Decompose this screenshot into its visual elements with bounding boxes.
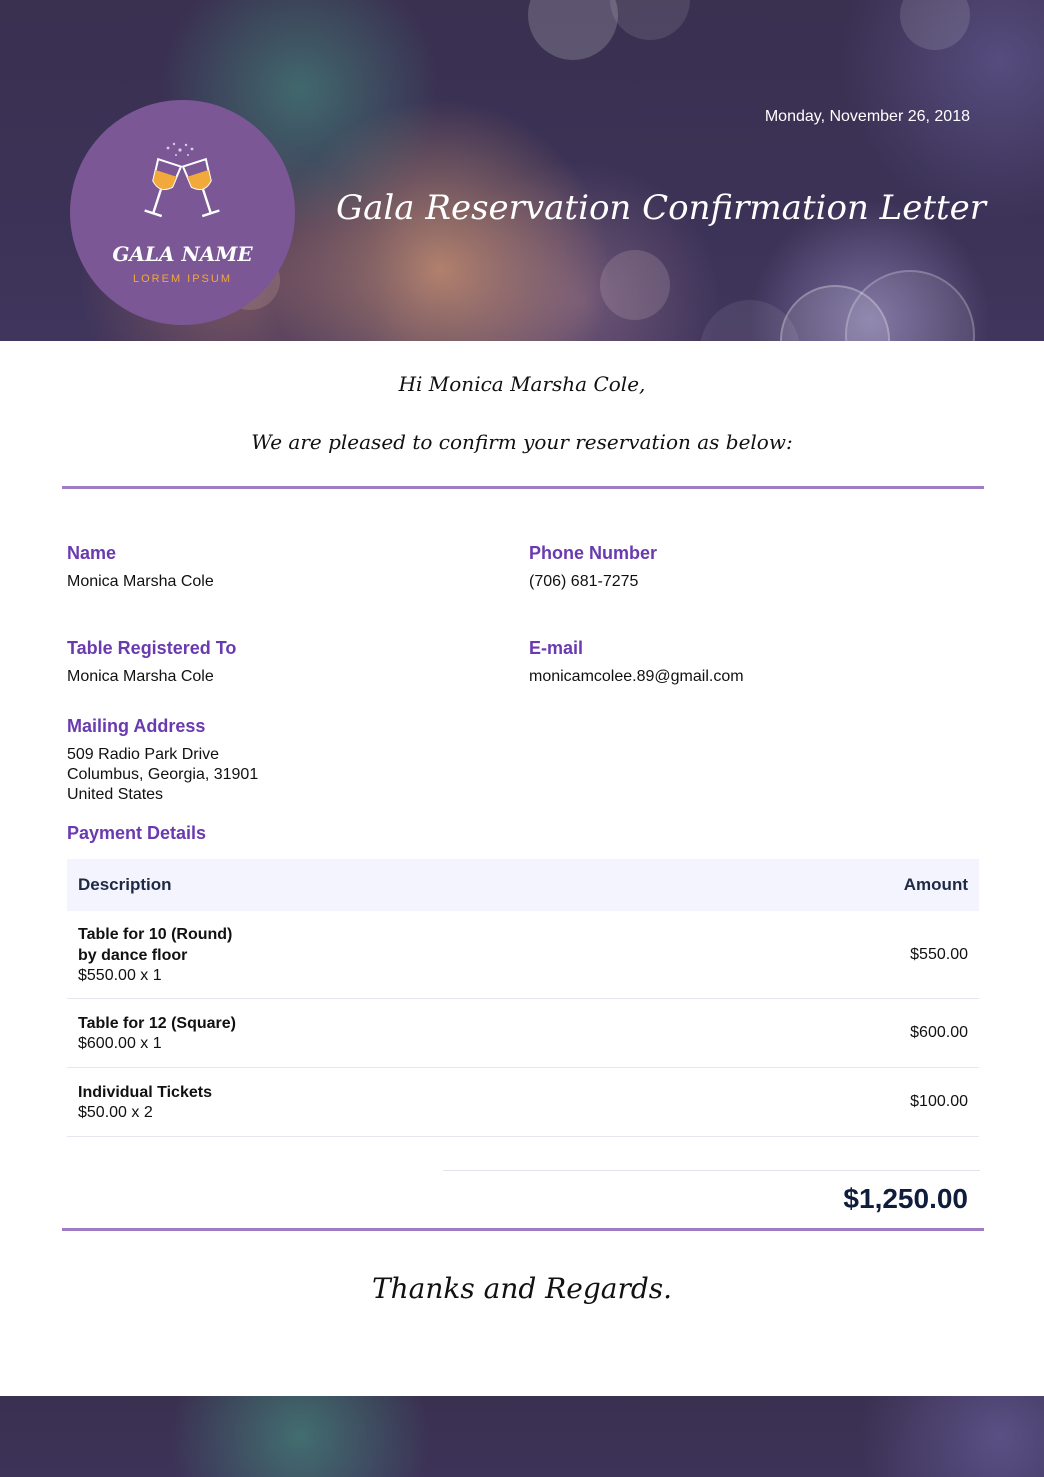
bokeh-light [610, 0, 690, 40]
total-separator [443, 1170, 980, 1171]
row-title: by dance floor [78, 946, 188, 964]
description-header: Description [78, 875, 172, 894]
table-row [67, 911, 979, 999]
greeting: Hi Monica Marsha Cole, [398, 372, 646, 396]
row-title: Table for 12 (Square) [78, 1014, 236, 1032]
row-amount: $100.00 [910, 1093, 968, 1110]
bokeh-light [528, 0, 618, 60]
divider [62, 1228, 984, 1231]
email-value: monicamcolee.89@gmail.com [529, 668, 744, 685]
bokeh-light [600, 250, 670, 320]
champagne-glasses-icon [142, 140, 222, 230]
bokeh-light [900, 0, 970, 50]
table-row [67, 1068, 979, 1137]
mailing-address-value [67, 745, 258, 805]
row-description [78, 1082, 212, 1123]
table-registered-label: Table Registered To [67, 638, 237, 658]
row-quantity: $50.00 x 2 [78, 1103, 153, 1121]
mailing-address-label: Mailing Address [67, 716, 206, 736]
table-header [67, 859, 979, 911]
phone-value: (706) 681-7275 [529, 573, 639, 590]
amount-header: Amount [903, 875, 968, 894]
payment-details-label: Payment Details [67, 823, 207, 843]
row-amount: $600.00 [910, 1024, 968, 1041]
email-label: E-mail [529, 638, 584, 658]
table-row [67, 999, 979, 1068]
total-amount: $1,250.00 [843, 1183, 968, 1214]
logo-name: GALA NAME [112, 242, 253, 266]
row-description [78, 1013, 236, 1054]
logo-subtitle: LOREM IPSUM [132, 273, 232, 285]
row-amount: $550.00 [910, 945, 968, 963]
row-quantity: $550.00 x 1 [78, 966, 162, 984]
address-line: 509 Radio Park Drive [67, 746, 220, 763]
address-line: Columbus, Georgia, 31901 [67, 766, 259, 783]
bokeh-light [845, 270, 975, 341]
payment-table [67, 859, 979, 1137]
letter-date: Monday, November 26, 2018 [764, 108, 970, 125]
divider [62, 486, 984, 489]
row-title: Table for 10 (Round) [78, 925, 233, 943]
header-banner [0, 0, 1044, 341]
row-title: Individual Tickets [78, 1083, 212, 1101]
name-value: Monica Marsha Cole [67, 573, 214, 590]
closing-text: Thanks and Regards. [371, 1272, 673, 1305]
name-label: Name [67, 543, 117, 563]
phone-label: Phone Number [529, 543, 658, 563]
address-line: United States [67, 786, 164, 803]
row-description [78, 924, 232, 986]
table-registered-value: Monica Marsha Cole [67, 668, 214, 685]
row-quantity: $600.00 x 1 [78, 1034, 162, 1052]
letter-title: Gala Reservation Confirmation Letter [336, 188, 987, 228]
intro-text: We are pleased to confirm your reservation as below: [251, 430, 793, 454]
footer-banner [0, 1396, 1044, 1477]
gala-logo [70, 100, 295, 325]
